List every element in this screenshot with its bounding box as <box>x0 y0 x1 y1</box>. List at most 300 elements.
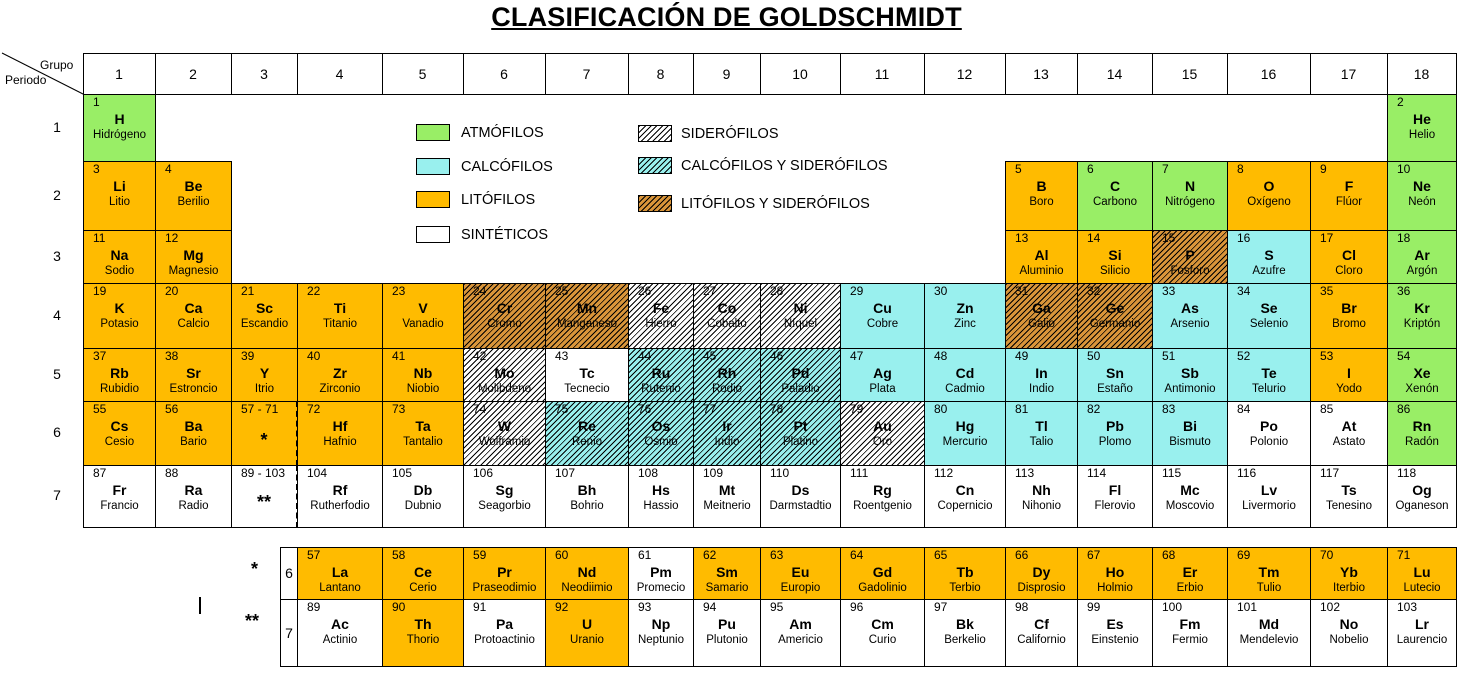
element-symbol: Lu <box>1413 564 1431 580</box>
tick-mark <box>199 597 201 614</box>
atomic-number: 15 <box>1162 231 1176 245</box>
element-symbol: Au <box>873 418 892 434</box>
element-cell[interactable] <box>1387 230 1457 284</box>
element-symbol: Al <box>1034 247 1049 263</box>
element-cell[interactable] <box>628 401 694 466</box>
element-symbol: Mc <box>1180 482 1200 498</box>
element-name: Selenio <box>1249 318 1289 330</box>
element-name: Cadmio <box>945 383 985 395</box>
element-cell[interactable] <box>297 283 383 349</box>
atomic-number: 114 <box>1087 466 1107 480</box>
element-cell[interactable] <box>545 465 629 528</box>
grid-line <box>1456 53 1457 95</box>
element-name: Neodiimio <box>561 582 613 594</box>
element-name: Hidrógeno <box>92 129 147 141</box>
element-cell[interactable] <box>382 348 464 402</box>
atomic-number: 43 <box>555 349 569 363</box>
element-symbol: Ir <box>722 418 732 434</box>
element-cell[interactable] <box>231 283 298 349</box>
atomic-number: 22 <box>307 284 321 298</box>
element-cell[interactable] <box>155 348 232 402</box>
element-cell[interactable] <box>382 283 464 349</box>
element-cell[interactable] <box>628 547 694 600</box>
element-name: Radio <box>178 500 209 512</box>
group-number: 12 <box>956 66 973 82</box>
element-symbol: Np <box>651 616 671 632</box>
element-symbol: V <box>418 300 428 316</box>
period-number: 4 <box>53 306 61 323</box>
element-cell[interactable] <box>1310 547 1388 600</box>
element-symbol: Hf <box>332 418 348 434</box>
element-symbol: H <box>114 111 125 127</box>
element-cell[interactable] <box>83 161 156 231</box>
element-cell[interactable] <box>297 599 383 667</box>
element-symbol: Kr <box>1414 300 1430 316</box>
element-symbol: Po <box>1260 418 1278 434</box>
atomic-number: 116 <box>1237 466 1257 480</box>
element-name: Seagorbio <box>478 500 531 512</box>
element-symbol: Lr <box>1415 616 1429 632</box>
element-cell[interactable] <box>1152 547 1228 600</box>
element-name: Bohrio <box>570 500 604 512</box>
element-cell[interactable] <box>463 465 546 528</box>
element-cell[interactable] <box>545 283 629 349</box>
group-number: 2 <box>189 66 197 82</box>
element-symbol: Ca <box>184 300 203 316</box>
element-name: Sodio <box>104 265 135 277</box>
element-symbol: Tb <box>956 564 974 580</box>
atomic-number: 117 <box>1320 466 1340 480</box>
element-symbol: Pr <box>497 564 512 580</box>
element-cell[interactable] <box>1227 401 1311 466</box>
atomic-number: 110 <box>770 466 790 480</box>
element-name: Californio <box>1017 634 1066 646</box>
element-cell[interactable] <box>297 348 383 402</box>
legend-label: SINTÉTICOS <box>461 227 549 243</box>
element-cell[interactable] <box>760 599 841 667</box>
group-number: 9 <box>722 66 731 82</box>
element-name: Cloro <box>1335 265 1363 277</box>
element-symbol: S <box>1264 247 1274 263</box>
element-cell[interactable] <box>83 230 156 284</box>
atomic-number: 34 <box>1237 284 1251 298</box>
atomic-number: 20 <box>165 284 179 298</box>
atomic-number: 44 <box>638 349 652 363</box>
atomic-number: 28 <box>770 284 784 298</box>
element-symbol: Sc <box>255 300 274 316</box>
element-name: Antimonio <box>1164 383 1216 395</box>
element-cell[interactable] <box>1077 547 1153 600</box>
atomic-number: 4 <box>165 162 172 176</box>
legend-label: SIDERÓFILOS <box>681 126 779 142</box>
atomic-number: 67 <box>1087 548 1101 562</box>
element-cell[interactable] <box>297 401 383 466</box>
element-symbol: Rg <box>873 482 892 498</box>
element-cell[interactable] <box>545 547 629 600</box>
element-cell[interactable] <box>1005 547 1078 600</box>
element-symbol: Mt <box>718 482 736 498</box>
element-cell[interactable] <box>382 599 464 667</box>
element-symbol: Ds <box>791 482 810 498</box>
element-name: Helio <box>1408 129 1436 141</box>
atomic-number: 60 <box>555 548 569 562</box>
group-number: 13 <box>1033 66 1049 82</box>
element-cell[interactable] <box>155 465 232 528</box>
element-cell[interactable] <box>1077 599 1153 667</box>
element-symbol: In <box>1035 365 1048 381</box>
atomic-number: 7 <box>1162 162 1169 176</box>
element-cell[interactable] <box>1310 348 1388 402</box>
legend-label: LITÓFILOS <box>461 192 536 208</box>
element-name: Nobelio <box>1329 634 1369 646</box>
element-cell[interactable] <box>155 401 232 466</box>
element-cell[interactable] <box>693 283 761 349</box>
element-symbol: Os <box>651 418 671 434</box>
element-cell[interactable] <box>545 599 629 667</box>
element-cell[interactable] <box>1387 401 1457 466</box>
element-cell[interactable] <box>463 599 546 667</box>
element-cell[interactable] <box>463 283 546 349</box>
grid-line <box>83 94 1457 95</box>
element-cell[interactable] <box>1387 465 1457 528</box>
element-symbol: Ag <box>873 365 892 381</box>
element-symbol: Sn <box>1106 365 1124 381</box>
element-cell[interactable] <box>1387 348 1457 402</box>
element-cell[interactable] <box>1227 599 1311 667</box>
element-symbol: Ne <box>1413 178 1431 194</box>
element-symbol: Mg <box>183 247 204 263</box>
element-cell[interactable] <box>628 599 694 667</box>
element-cell[interactable] <box>463 401 546 466</box>
element-symbol: B <box>1036 178 1047 194</box>
element-cell[interactable] <box>840 348 925 402</box>
atomic-number: 29 <box>850 284 864 298</box>
element-symbol: La <box>331 564 349 580</box>
element-name: Astato <box>1332 436 1366 448</box>
element-cell[interactable] <box>1227 283 1311 349</box>
element-cell[interactable] <box>693 599 761 667</box>
element-name: Europio <box>780 582 821 594</box>
element-symbol: Cm <box>871 616 894 632</box>
element-symbol: Tl <box>1035 418 1048 434</box>
element-cell[interactable] <box>1310 465 1388 528</box>
atomic-number: 52 <box>1237 349 1251 363</box>
element-cell[interactable] <box>463 348 546 402</box>
element-cell[interactable] <box>1152 348 1228 402</box>
group-number: 1 <box>115 66 123 82</box>
element-name: Calcio <box>177 318 210 330</box>
element-symbol: Zr <box>333 365 347 381</box>
group-number: 3 <box>260 66 268 82</box>
element-cell[interactable] <box>231 401 298 466</box>
element-cell[interactable] <box>155 230 232 284</box>
grid-line <box>1077 53 1078 94</box>
element-cell[interactable] <box>693 401 761 466</box>
element-name: Flerovio <box>1094 500 1136 512</box>
atomic-number: 21 <box>241 284 255 298</box>
legend-swatch <box>638 157 672 174</box>
element-cell[interactable] <box>924 599 1006 667</box>
element-cell[interactable] <box>1152 230 1228 284</box>
element-name: Curio <box>868 634 897 646</box>
atomic-number: 58 <box>392 548 406 562</box>
element-cell[interactable] <box>1310 283 1388 349</box>
element-name: Plutonio <box>706 634 748 646</box>
element-cell[interactable] <box>1227 547 1311 600</box>
element-symbol: Y <box>259 365 270 381</box>
period-number: 6 <box>53 424 61 440</box>
element-symbol: Pd <box>791 365 810 381</box>
element-cell[interactable] <box>693 465 761 528</box>
atomic-number: 27 <box>703 284 717 298</box>
element-cell[interactable] <box>1227 348 1311 402</box>
element-cell[interactable] <box>1152 283 1228 349</box>
element-name: Yodo <box>1336 383 1362 395</box>
element-cell[interactable] <box>840 401 925 466</box>
atomic-number: 96 <box>850 600 864 614</box>
element-cell[interactable] <box>924 401 1006 466</box>
atomic-number: 100 <box>1162 600 1183 614</box>
element-cell[interactable] <box>628 465 694 528</box>
element-cell[interactable] <box>83 283 156 349</box>
element-cell[interactable] <box>760 401 841 466</box>
element-cell[interactable] <box>840 283 925 349</box>
element-cell[interactable] <box>1005 230 1078 284</box>
element-cell[interactable] <box>1310 230 1388 284</box>
element-cell[interactable] <box>924 547 1006 600</box>
element-cell[interactable] <box>1387 547 1457 600</box>
atomic-number: 95 <box>770 600 784 614</box>
element-cell[interactable] <box>545 348 629 402</box>
element-cell[interactable] <box>760 348 841 402</box>
element-cell[interactable] <box>1152 161 1228 231</box>
element-cell[interactable] <box>1005 283 1078 349</box>
atomic-number: 10 <box>1397 162 1411 176</box>
atomic-number: 45 <box>703 349 717 363</box>
element-cell[interactable] <box>1077 401 1153 466</box>
atomic-number: 18 <box>1397 231 1411 245</box>
element-cell[interactable] <box>1005 465 1078 528</box>
element-cell[interactable] <box>1005 599 1078 667</box>
atomic-number: 12 <box>165 231 179 245</box>
atomic-number: 14 <box>1087 231 1101 245</box>
element-cell[interactable] <box>231 465 298 528</box>
element-cell[interactable] <box>545 401 629 466</box>
atomic-number: 99 <box>1087 600 1101 614</box>
atomic-number: 85 <box>1320 402 1334 416</box>
element-symbol: Fr <box>112 482 127 498</box>
grid-line <box>1387 53 1388 94</box>
element-name: Tulio <box>1256 582 1282 594</box>
element-cell[interactable] <box>231 348 298 402</box>
element-cell[interactable] <box>1077 230 1153 284</box>
element-cell[interactable] <box>155 161 232 231</box>
element-name: Paladio <box>781 383 820 395</box>
atomic-number: 38 <box>165 349 179 363</box>
group-number: 10 <box>792 66 808 82</box>
atomic-number: 30 <box>934 284 948 298</box>
element-cell[interactable] <box>1227 465 1311 528</box>
atomic-number: 23 <box>392 284 406 298</box>
atomic-number: 98 <box>1015 600 1029 614</box>
element-cell[interactable] <box>693 348 761 402</box>
element-name: Dubnio <box>404 500 442 512</box>
element-cell[interactable] <box>1005 401 1078 466</box>
element-name: Berkelio <box>944 634 986 646</box>
group-number: 11 <box>874 66 890 82</box>
element-cell[interactable] <box>382 401 464 466</box>
element-cell[interactable] <box>1005 348 1078 402</box>
atomic-number: 79 <box>850 402 864 416</box>
grid-line <box>1310 53 1311 94</box>
element-name: Flúor <box>1335 196 1363 208</box>
grid-line <box>760 53 761 94</box>
element-cell[interactable] <box>760 547 841 600</box>
element-symbol: Cd <box>955 365 975 381</box>
element-cell[interactable] <box>628 348 694 402</box>
atomic-number: 57 - 71 <box>241 402 279 416</box>
legend-label: CALCÓFILOS <box>461 159 553 175</box>
atomic-number: 61 <box>638 548 652 562</box>
element-cell[interactable] <box>1310 599 1388 667</box>
element-cell[interactable] <box>840 465 925 528</box>
element-name: Arsenio <box>1170 318 1210 330</box>
element-cell[interactable] <box>1387 283 1457 349</box>
element-cell[interactable] <box>1077 348 1153 402</box>
atomic-number: 19 <box>93 284 107 298</box>
element-cell[interactable] <box>1152 599 1228 667</box>
element-cell[interactable] <box>924 465 1006 528</box>
element-name: Wolframio <box>478 436 531 448</box>
element-cell[interactable] <box>628 283 694 349</box>
atomic-number: 25 <box>555 284 569 298</box>
element-cell[interactable] <box>297 465 383 528</box>
atomic-number: 65 <box>934 548 948 562</box>
element-cell[interactable] <box>1227 161 1311 231</box>
element-cell[interactable] <box>1005 161 1078 231</box>
element-name: Cobalto <box>707 318 747 330</box>
element-symbol: Sb <box>1181 365 1199 381</box>
element-name: Oxígeno <box>1247 196 1291 208</box>
element-cell[interactable] <box>463 547 546 600</box>
element-cell[interactable] <box>840 599 925 667</box>
element-name: Escandio <box>240 318 289 330</box>
atomic-number: 39 <box>241 349 255 363</box>
element-symbol: Fm <box>1179 616 1201 632</box>
element-cell[interactable] <box>1227 230 1311 284</box>
element-cell[interactable] <box>1152 401 1228 466</box>
element-name: Promecio <box>636 582 686 594</box>
element-symbol: C <box>1109 178 1121 194</box>
element-symbol: U <box>581 616 593 632</box>
element-name: Zinc <box>954 318 976 330</box>
element-cell[interactable] <box>1387 599 1457 667</box>
element-symbol: Br <box>1341 300 1357 316</box>
element-cell[interactable] <box>1077 465 1153 528</box>
grid-line <box>1005 53 1006 94</box>
period-number: 5 <box>53 365 61 382</box>
element-name: Estroncio <box>169 383 218 395</box>
element-symbol: As <box>1181 300 1199 316</box>
element-name: Moscovio <box>1165 500 1215 512</box>
element-symbol: Sm <box>716 564 738 580</box>
element-cell[interactable] <box>83 94 156 162</box>
element-name: Disprosio <box>1017 582 1066 594</box>
element-name: Lantano <box>319 582 361 594</box>
element-cell[interactable] <box>1077 161 1153 231</box>
element-cell[interactable] <box>840 547 925 600</box>
element-cell[interactable] <box>1310 401 1388 466</box>
atomic-number: 55 <box>93 402 107 416</box>
element-cell[interactable] <box>693 547 761 600</box>
atomic-number: 40 <box>307 349 321 363</box>
element-cell[interactable] <box>382 465 464 528</box>
element-cell[interactable] <box>1152 465 1228 528</box>
element-cell[interactable] <box>1387 161 1457 231</box>
period-number: 7 <box>53 487 61 503</box>
element-symbol: Gd <box>872 564 893 580</box>
element-name: Rutenio <box>641 383 681 395</box>
element-cell[interactable] <box>760 465 841 528</box>
atomic-number: 88 <box>165 466 179 480</box>
element-symbol: At <box>1341 418 1357 434</box>
element-cell[interactable] <box>83 401 156 466</box>
element-name: Manganeso <box>556 318 618 330</box>
legend-swatch <box>416 191 450 208</box>
element-symbol: Rn <box>1412 418 1432 434</box>
element-name: Lutecio <box>1403 582 1441 594</box>
atomic-number: 26 <box>638 284 652 298</box>
element-name: Laurencio <box>1396 634 1448 646</box>
element-cell[interactable] <box>1077 283 1153 349</box>
atomic-number: 111 <box>850 466 869 480</box>
grid-line <box>1227 53 1228 94</box>
element-name: Bario <box>180 436 207 448</box>
element-name: Itrio <box>254 383 275 395</box>
element-cell[interactable] <box>760 283 841 349</box>
legend-swatch <box>638 195 672 212</box>
element-cell[interactable] <box>83 348 156 402</box>
element-cell[interactable] <box>1310 161 1388 231</box>
atomic-number: 84 <box>1237 402 1251 416</box>
element-symbol: Pm <box>650 564 672 580</box>
element-name: Rutherfodio <box>310 500 370 512</box>
element-name: Mercurio <box>942 436 988 448</box>
atomic-number: 9 <box>1320 162 1327 176</box>
element-cell[interactable] <box>924 348 1006 402</box>
element-cell[interactable] <box>1387 94 1457 162</box>
atomic-number: 41 <box>392 349 406 363</box>
element-cell[interactable] <box>924 283 1006 349</box>
element-symbol: Cl <box>1342 247 1356 263</box>
element-cell[interactable] <box>297 547 383 600</box>
element-name: Titanio <box>322 318 358 330</box>
atomic-number: 73 <box>392 402 406 416</box>
element-name: Boro <box>1029 196 1054 208</box>
element-name: Cromo <box>487 318 522 330</box>
element-symbol: F <box>1344 178 1354 194</box>
element-symbol: Nb <box>413 365 433 381</box>
atomic-number: 13 <box>1015 231 1029 245</box>
element-name: Argón <box>1406 265 1438 277</box>
element-symbol: I <box>1347 365 1351 381</box>
atomic-number: 2 <box>1397 95 1404 109</box>
element-cell[interactable] <box>155 283 232 349</box>
element-cell[interactable] <box>83 465 156 528</box>
element-cell[interactable] <box>382 547 464 600</box>
atomic-number: 32 <box>1087 284 1101 298</box>
element-name: Thorio <box>406 634 440 646</box>
